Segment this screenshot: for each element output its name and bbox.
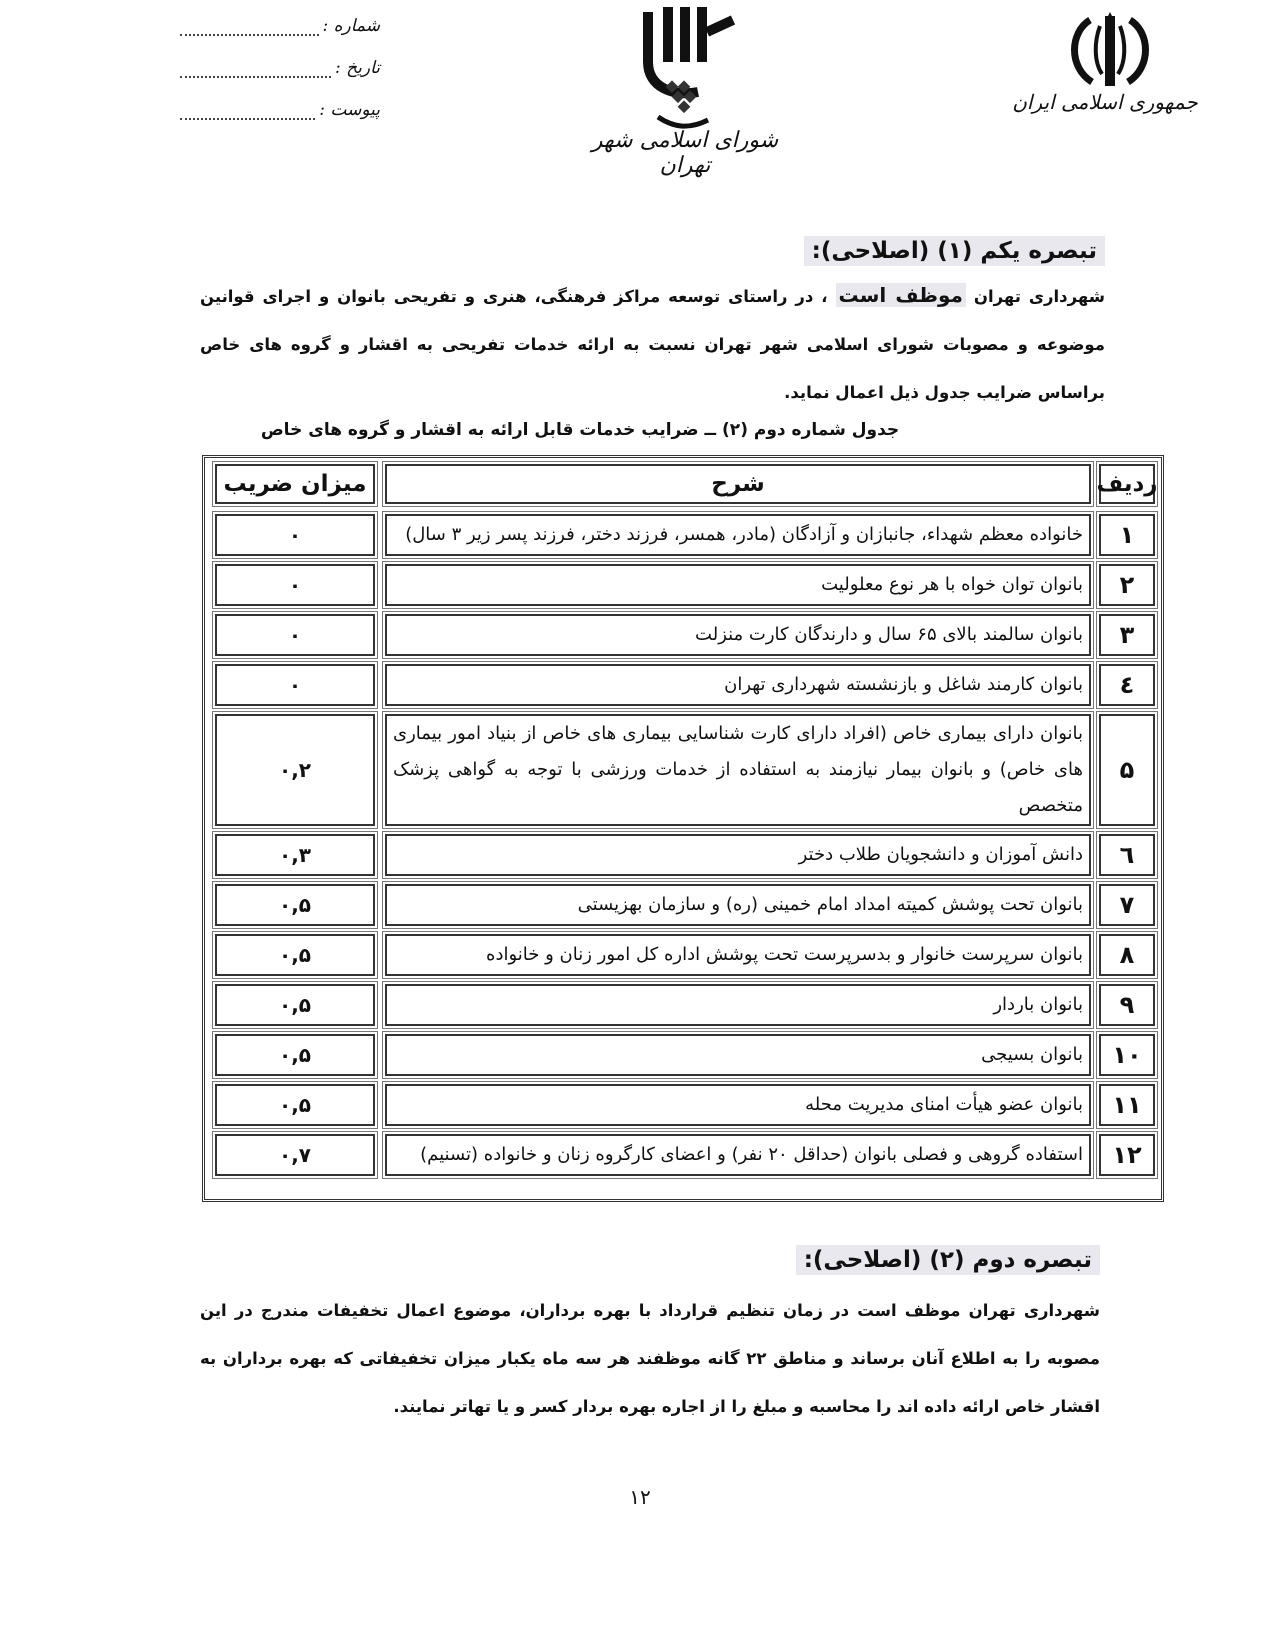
row-num: ۳ bbox=[1099, 614, 1155, 656]
header-rate: میزان ضریب bbox=[215, 464, 375, 504]
page-number: ۱۲ bbox=[629, 1485, 651, 1509]
note1-body bbox=[200, 271, 1105, 417]
row-desc-text: بانوان سالمند بالای ۶۵ سال و دارندگان کارت منزلت bbox=[695, 624, 1083, 645]
row-num: ۸ bbox=[1099, 934, 1155, 976]
attachment-field bbox=[180, 92, 380, 120]
table-row bbox=[205, 564, 1161, 606]
table-row bbox=[205, 664, 1161, 706]
row-rate: ۰,۵ bbox=[215, 984, 375, 1026]
row-desc bbox=[385, 664, 1091, 706]
row-num: ۱۱ bbox=[1099, 1084, 1155, 1126]
row-num: ۱ bbox=[1099, 514, 1155, 556]
row-rate: ۰ bbox=[215, 514, 375, 556]
row-desc bbox=[385, 514, 1091, 556]
row-desc bbox=[385, 714, 1091, 826]
row-desc-text: خانواده معظم شهداء، جانبازان و آزادگان (مادر، همسر، فرزند دختر، فرزند پسر زیر ۳ سال) bbox=[405, 524, 1083, 545]
tehran-council-logo-icon bbox=[628, 2, 738, 137]
row-desc-text: بانوان توان خواه با هر نوع معلولیت bbox=[821, 574, 1083, 595]
note1-lead: شهرداری تهران bbox=[973, 287, 1105, 306]
table-row bbox=[205, 1134, 1161, 1176]
table-row bbox=[205, 1034, 1161, 1076]
number-field bbox=[180, 8, 380, 36]
row-desc-text: استفاده گروهی و فصلی بانوان (حداقل ۲۰ نفر) و اعضای کارگروه زنان و خانواده (تسنیم) bbox=[420, 1144, 1083, 1165]
row-desc-text: بانوان باردار bbox=[993, 994, 1083, 1015]
row-num: ٤ bbox=[1099, 664, 1155, 706]
row-rate: ۰,۵ bbox=[215, 934, 375, 976]
row-num: ٦ bbox=[1099, 834, 1155, 876]
row-desc-text: بانوان عضو هیأت امنای مدیریت محله bbox=[805, 1094, 1083, 1115]
rates-table bbox=[202, 455, 1164, 1202]
row-desc bbox=[385, 614, 1091, 656]
table-title: جدول شماره دوم (۲) ــ ضرایب خدمات قابل ارائه به اقشار و گروه های خاص bbox=[260, 420, 900, 440]
row-num: ۵ bbox=[1099, 714, 1155, 826]
note1-rest: ، در راستای توسعه مراکز فرهنگی، هنری و تفریحی بانوان و اجرای قوانین موضوعه و مصوبات شورای اسلامی شهر تهران نسبت به ارائه خدمات تفریحی به اقشار و گروه های خاص براساس ضرایب جدول ذیل اعمال نماید. bbox=[200, 287, 1105, 402]
note1-highlight: موظف است bbox=[836, 283, 966, 307]
table-header-row bbox=[205, 464, 1161, 504]
row-desc bbox=[385, 884, 1091, 926]
row-rate: ۰,۲ bbox=[215, 714, 375, 826]
number-label: شماره : bbox=[322, 16, 380, 36]
row-desc bbox=[385, 1034, 1091, 1076]
council-caption: شورای اسلامی شهر تهران bbox=[591, 128, 779, 178]
emblem-caption: جمهوری اسلامی ایران bbox=[1012, 90, 1198, 114]
row-num: ۷ bbox=[1099, 884, 1155, 926]
note2-heading: تبصره دوم (۲) (اصلاحی): bbox=[796, 1245, 1100, 1275]
row-rate: ۰,۳ bbox=[215, 834, 375, 876]
row-desc-text: بانوان کارمند شاغل و بازنشسته شهرداری تهران bbox=[724, 674, 1083, 695]
table-row bbox=[205, 984, 1161, 1026]
row-desc bbox=[385, 834, 1091, 876]
row-desc-text: دانش آموزان و دانشجویان طلاب دختر bbox=[798, 844, 1083, 865]
note2-body: شهرداری تهران موظف است در زمان تنظیم قرارداد با بهره برداران، موضوع اعمال تخفیفات مندرج در این مصوبه را به اطلاع آنان برساند و مناطق ۲۲ گانه موظفند هر سه ماه یکبار میزان تخفیفاتی که بهره برداران به اقشار خاص ارائه داده اند را محاسبه و مبلغ را از اجاره بهره بردار کسر و یا تهاتر نمایند. bbox=[200, 1301, 1100, 1416]
row-rate: ۰ bbox=[215, 664, 375, 706]
row-rate: ۰,۵ bbox=[215, 1084, 375, 1126]
row-desc-text: بانوان سرپرست خانوار و بدسرپرست تحت پوشش اداره کل امور زنان و خانواده bbox=[486, 944, 1083, 965]
row-rate: ۰ bbox=[215, 614, 375, 656]
row-desc bbox=[385, 984, 1091, 1026]
row-rate: ۰,۵ bbox=[215, 1034, 375, 1076]
row-desc-text: بانوان دارای بیماری خاص (افراد دارای کارت شناسایی بیماری های خاص از بنیاد امور بیماری های خاص) و بانوان بیمار نیازمند به استفاده از خدمات ورزشی با توجه به گواهی پزشک متخصص bbox=[393, 723, 1083, 816]
header-num: ردیف bbox=[1099, 464, 1155, 504]
date-dotted-line bbox=[180, 62, 331, 78]
table-row bbox=[205, 884, 1161, 926]
attachment-dotted-line bbox=[180, 104, 315, 120]
table-row bbox=[205, 614, 1161, 656]
attachment-label: پیوست : bbox=[319, 100, 380, 120]
row-num: ۲ bbox=[1099, 564, 1155, 606]
row-num: ۱۲ bbox=[1099, 1134, 1155, 1176]
row-desc bbox=[385, 564, 1091, 606]
row-desc bbox=[385, 1134, 1091, 1176]
note1-heading: تبصره یکم (۱) (اصلاحی): bbox=[804, 236, 1105, 266]
row-desc bbox=[385, 1084, 1091, 1126]
date-label: تاریخ : bbox=[335, 58, 380, 78]
row-desc bbox=[385, 934, 1091, 976]
row-rate: ۰,۵ bbox=[215, 884, 375, 926]
table-row bbox=[205, 834, 1161, 876]
row-desc-text: بانوان تحت پوشش کمیته امداد امام خمینی (ره) و سازمان بهزیستی bbox=[577, 894, 1083, 915]
date-field bbox=[180, 50, 380, 78]
table-row bbox=[205, 934, 1161, 976]
iran-emblem-icon bbox=[1050, 12, 1170, 92]
header-desc: شرح bbox=[385, 464, 1091, 504]
row-num: ۱۰ bbox=[1099, 1034, 1155, 1076]
table-row bbox=[205, 714, 1161, 826]
row-num: ۹ bbox=[1099, 984, 1155, 1026]
table-row bbox=[205, 514, 1161, 556]
table-row bbox=[205, 1084, 1161, 1126]
row-desc-text: بانوان بسیجی bbox=[981, 1044, 1083, 1065]
row-rate: ۰,۷ bbox=[215, 1134, 375, 1176]
number-dotted-line bbox=[180, 20, 319, 36]
row-rate: ۰ bbox=[215, 564, 375, 606]
